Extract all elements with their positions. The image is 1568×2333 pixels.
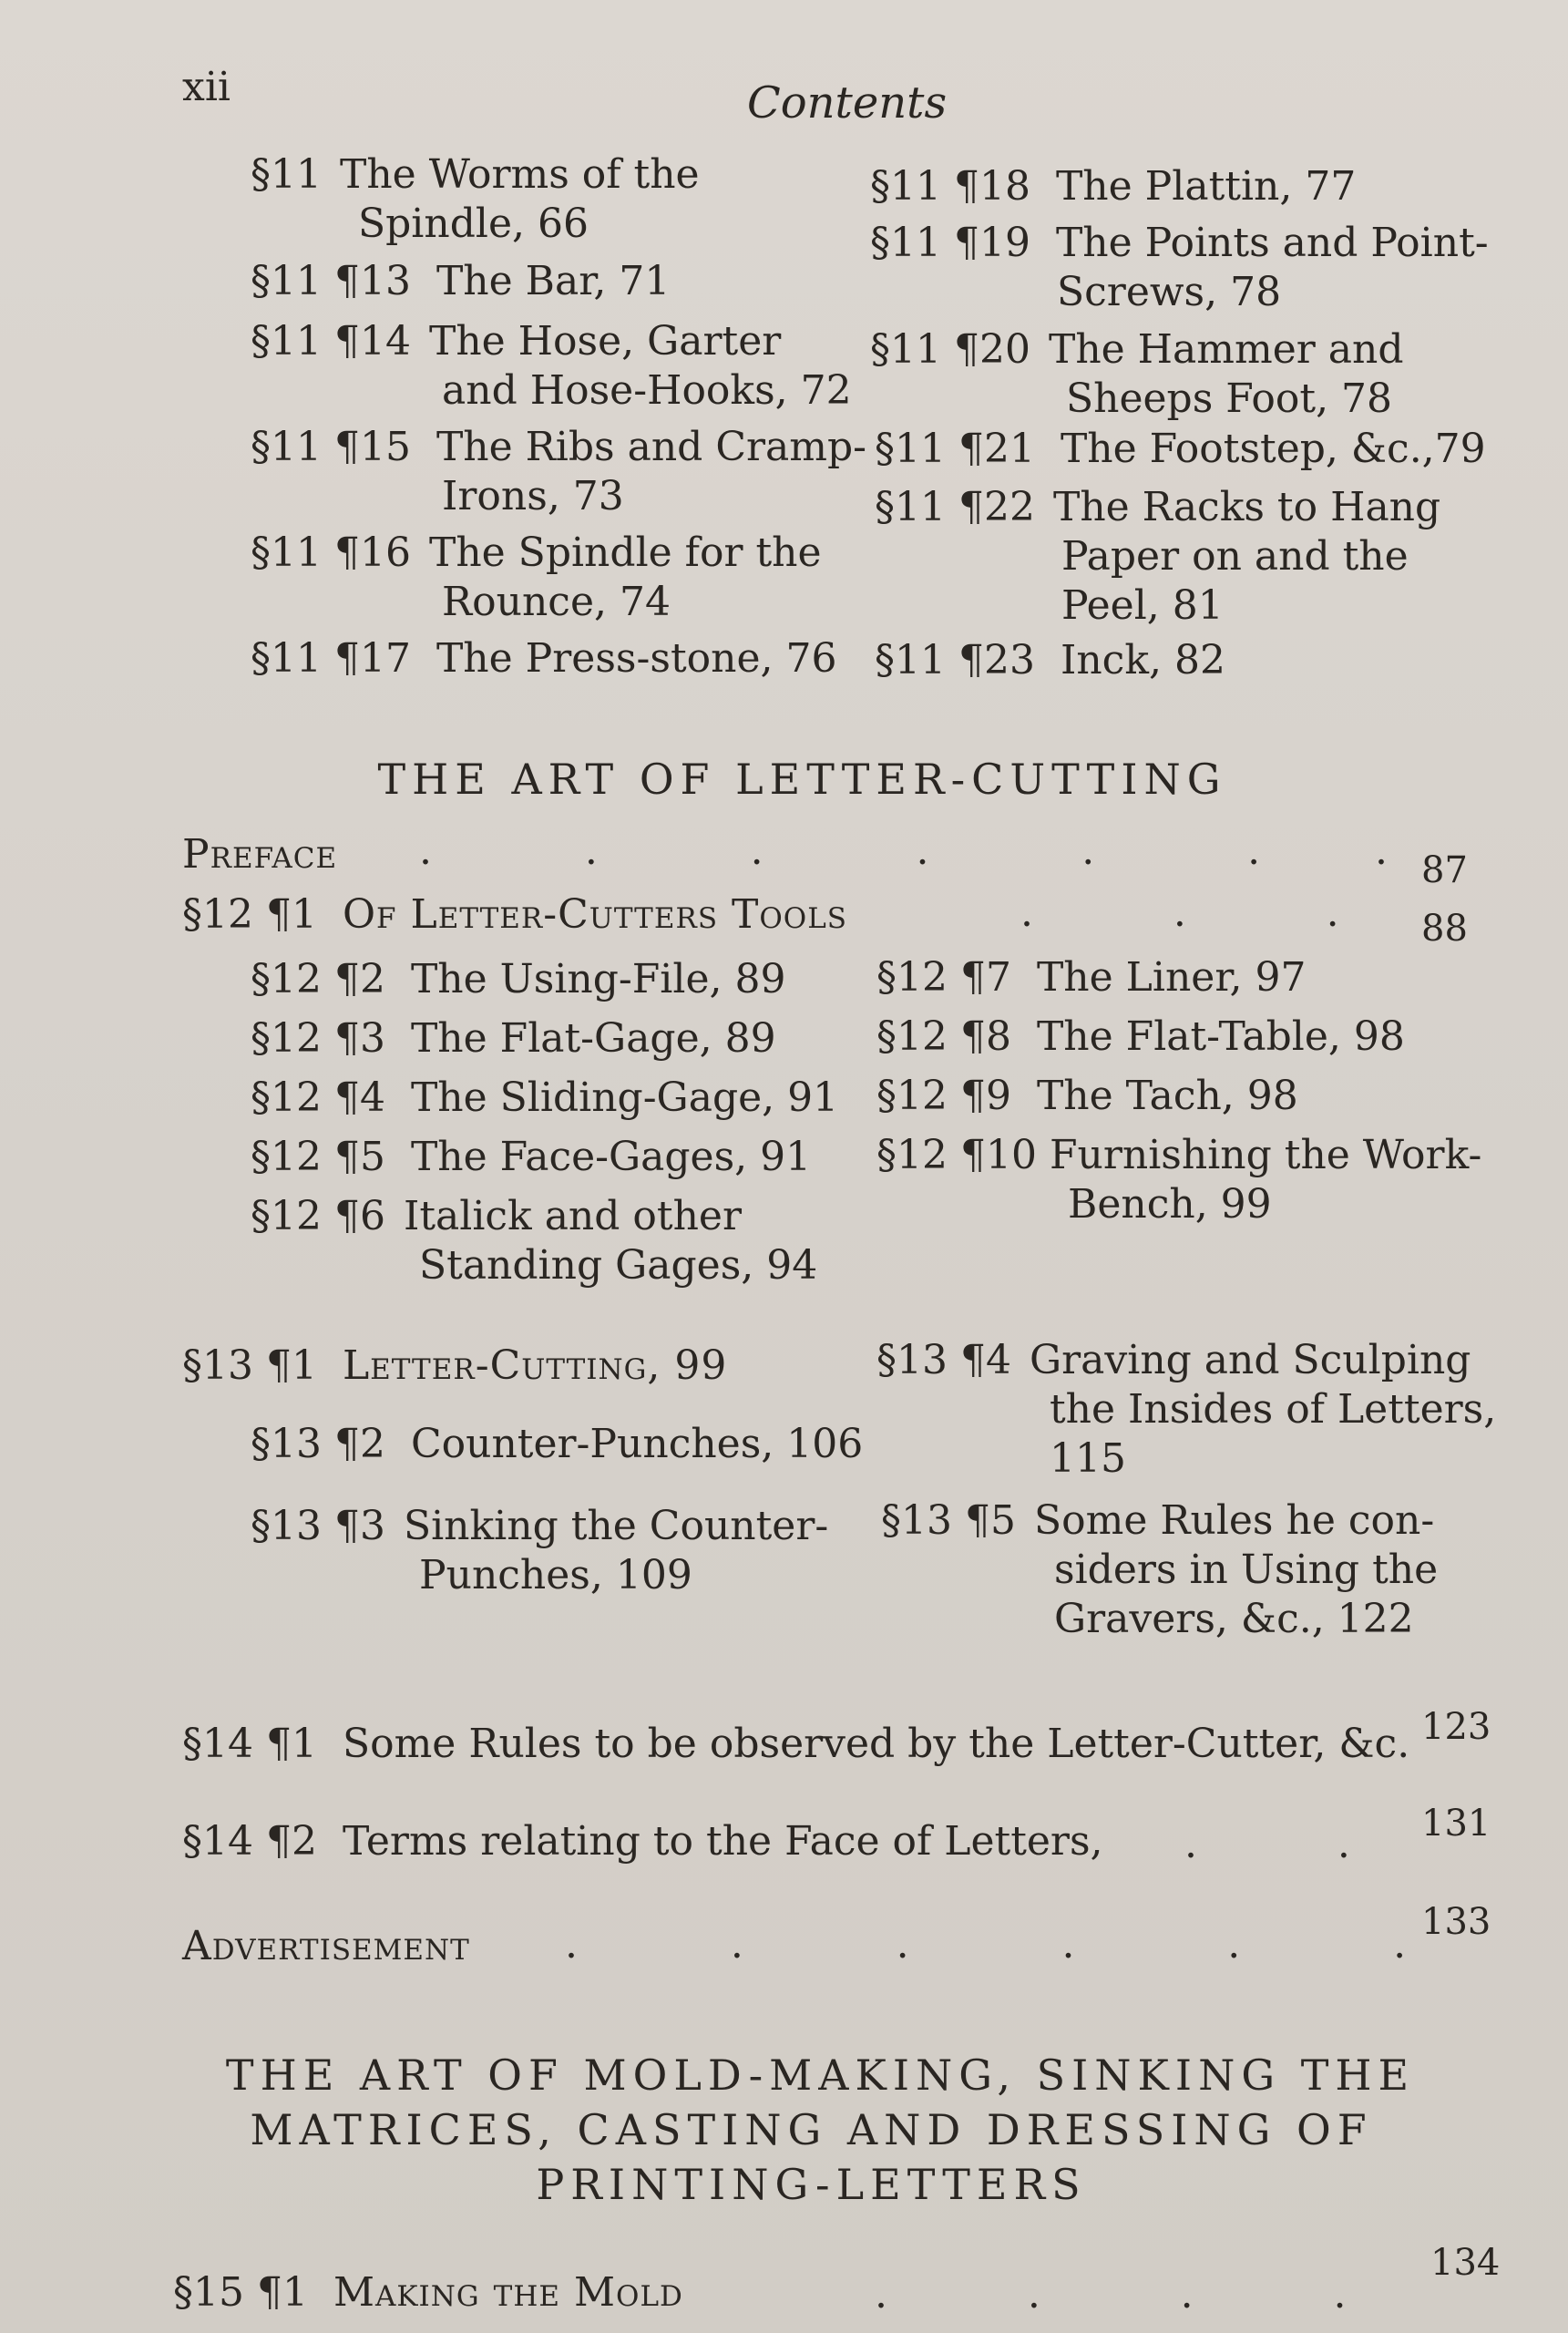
- toc-entry: §12 ¶7 The Liner, 97: [876, 954, 1307, 1001]
- toc-entry: §11 ¶22 The Racks to Hang Paper on and the Peel, 81: [875, 484, 1441, 629]
- toc-entry: §13 ¶1 Letter-Cutting, 99: [182, 1342, 728, 1389]
- page-ref: 134: [1430, 2242, 1501, 2284]
- toc-entry: §12 ¶8 The Flat-Table, 98: [876, 1013, 1405, 1060]
- section-heading: THE ART OF LETTER-CUTTING: [377, 755, 1227, 804]
- toc-entry: §11 ¶13 The Bar, 71: [251, 258, 671, 304]
- leader-dots: . . . . . . .: [419, 827, 1388, 874]
- toc-entry: §12 ¶4 The Sliding-Gage, 91: [251, 1074, 839, 1121]
- section-heading-line2: MATRICES, CASTING AND DRESSING OF: [250, 2105, 1373, 2154]
- page-ref: 123: [1421, 1706, 1491, 1748]
- toc-entry: §14 ¶2 Terms relating to the Face of Letters,: [182, 1818, 1103, 1865]
- section-heading-line3: PRINTING-LETTERS: [536, 2160, 1087, 2209]
- toc-entry: §12 ¶3 The Flat-Gage, 89: [251, 1015, 776, 1062]
- page-ref: 87: [1421, 849, 1468, 891]
- toc-preface-label: Preface: [182, 831, 338, 878]
- toc-entry: §12 ¶10 Furnishing the Work- Bench, 99: [876, 1132, 1482, 1228]
- toc-entry: §12 ¶9 The Tach, 98: [876, 1073, 1298, 1119]
- running-title: Contents: [747, 77, 948, 128]
- page-ref: 131: [1421, 1803, 1491, 1845]
- toc-entry: §15 ¶1 Making the Mold: [173, 2269, 683, 2316]
- toc-entry: §13 ¶5 Some Rules he con- siders in Using the Gravers, &c., 122: [881, 1497, 1439, 1642]
- toc-entry: §13 ¶2 Counter-Punches, 106: [251, 1421, 864, 1467]
- leader-dots: . . .: [1020, 889, 1339, 936]
- toc-entry: §14 ¶1 Some Rules to be observed by the Letter-Cutter, &c.: [182, 1721, 1410, 1767]
- leader-dots: . . . .: [875, 2271, 1347, 2318]
- toc-entry: §11 ¶16 The Spindle for the Rounce, 74: [251, 529, 822, 625]
- toc-entry: §11 ¶18 The Plattin, 77: [870, 163, 1357, 210]
- toc-entry: §11 ¶17 The Press-stone, 76: [251, 635, 837, 682]
- toc-entry: §12 ¶6 Italick and other Standing Gages, 94: [251, 1193, 818, 1289]
- leader-dots: . . . . . .: [565, 1921, 1407, 1968]
- toc-entry: §11 ¶19 The Points and Point- Screws, 78: [870, 220, 1489, 315]
- toc-entry: §13 ¶3 Sinking the Counter- Punches, 109: [251, 1503, 829, 1598]
- page-ref: 88: [1421, 908, 1468, 950]
- toc-entry: §11 The Worms of the Spindle, 66: [251, 151, 700, 247]
- toc-entry: §11 ¶14 The Hose, Garter and Hose-Hooks, 72: [251, 318, 852, 414]
- toc-entry: §12 ¶5 The Face-Gages, 91: [251, 1134, 812, 1180]
- toc-entry: §12 ¶1 Of Letter-Cutters Tools: [182, 891, 848, 938]
- page-number: xii: [182, 64, 231, 110]
- toc-entry: §11 ¶20 The Hammer and Sheeps Foot, 78: [870, 326, 1404, 422]
- toc-entry: §12 ¶2 The Using-File, 89: [251, 956, 786, 1002]
- page-ref: 133: [1421, 1901, 1491, 1943]
- section-heading-line1: THE ART OF MOLD-MAKING, SINKING THE: [225, 2050, 1416, 2100]
- toc-entry: §11 ¶15 The Ribs and Cramp- Irons, 73: [251, 424, 867, 519]
- toc-entry: §11 ¶23 Inck, 82: [875, 637, 1225, 683]
- leader-dots: . .: [1184, 1821, 1350, 1867]
- toc-entry: §11 ¶21 The Footstep, &c.,79: [875, 426, 1486, 472]
- toc-advertisement-label: Advertisement: [182, 1923, 470, 1969]
- toc-entry: §13 ¶4 Graving and Sculping the Insides of Letters, 115: [876, 1337, 1497, 1482]
